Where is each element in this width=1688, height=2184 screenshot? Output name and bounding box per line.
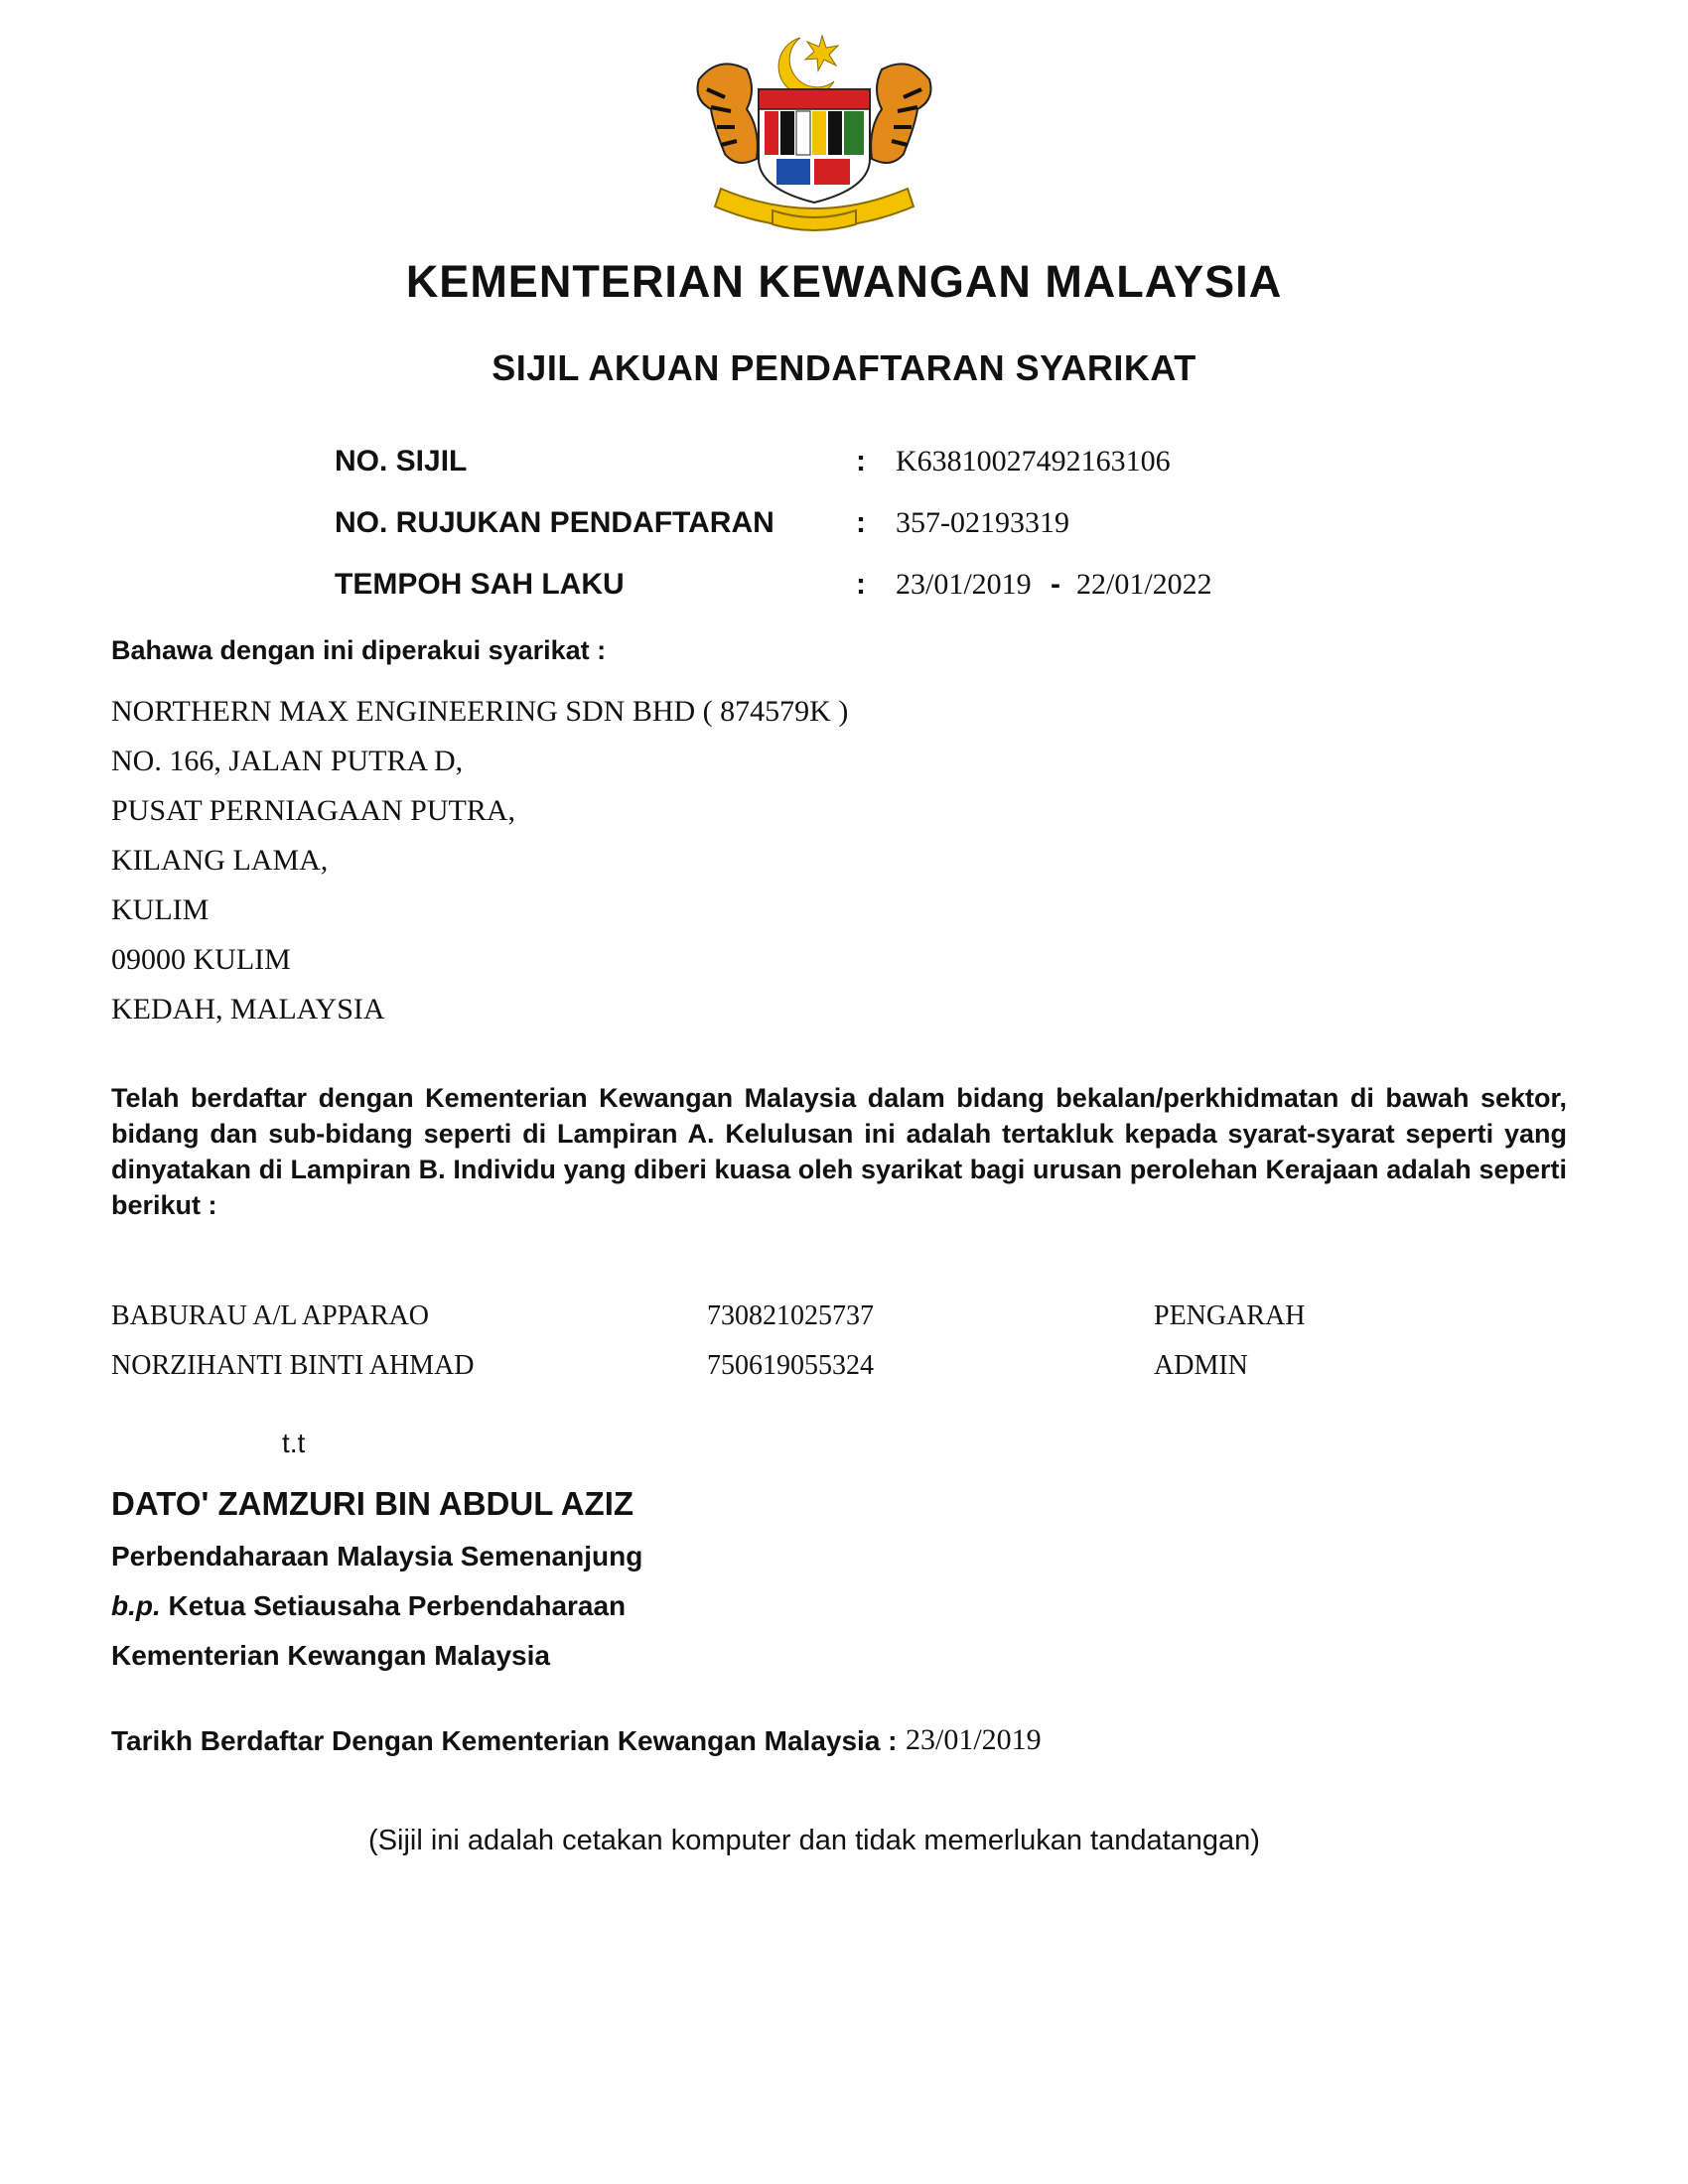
field-label-no-sijil: NO. SIJIL xyxy=(335,445,468,478)
field-value-tempoh-from: 23/01/2019 xyxy=(896,568,1032,601)
address-line: KEDAH, MALAYSIA xyxy=(111,993,385,1025)
field-colon: : xyxy=(856,506,866,539)
address-line: PUSAT PERNIAGAAN PUTRA, xyxy=(111,794,516,827)
registration-date-value: 23/01/2019 xyxy=(906,1723,1042,1756)
field-value-tempoh-to: 22/01/2022 xyxy=(1076,568,1212,601)
malaysia-coat-of-arms-icon xyxy=(681,20,947,238)
field-value-no-rujukan: 357-02193319 xyxy=(896,506,1069,539)
address-line: 09000 KULIM xyxy=(111,943,291,976)
date-range-separator: - xyxy=(1051,568,1060,601)
address-line: NO. 166, JALAN PUTRA D, xyxy=(111,745,464,777)
registration-paragraph: Telah berdaftar dengan Kementerian Kewangan Malaysia dalam bidang bekalan/perkhidmatan di bawah sektor, bidang dan sub-bidang seperti di Lampiran A. Kelulusan ini adalah tertakluk kepada syarat-syarat seperti yang dinyatakan di Lampiran B. Individu yang diberi kuasa oleh syarikat bagi urusan perolehan Kerajaan adalah seperti berikut : xyxy=(111,1083,1567,1220)
signatory-line: Kementerian Kewangan Malaysia xyxy=(111,1640,550,1671)
certificate-title: SIJIL AKUAN PENDAFTARAN SYARIKAT xyxy=(492,347,1196,388)
bp-prefix: b.p. xyxy=(111,1590,161,1621)
tt-mark: t.t xyxy=(282,1428,306,1458)
signatory-line xyxy=(111,1590,626,1622)
person-role: PENGARAH xyxy=(1154,1300,1306,1331)
field-label-tempoh: TEMPOH SAH LAKU xyxy=(335,568,625,601)
footer-note: (Sijil ini adalah cetakan komputer dan tidak memerlukan tandatangan) xyxy=(368,1825,1260,1856)
signatory-line: Perbendaharaan Malaysia Semenanjung xyxy=(111,1541,643,1571)
company-name: NORTHERN MAX ENGINEERING SDN BHD ( 874579K ) xyxy=(111,695,849,728)
person-name: BABURAU A/L APPARAO xyxy=(111,1300,430,1331)
intro-text: Bahawa dengan ini diperakui syarikat : xyxy=(111,635,607,665)
registration-date-label: Tarikh Berdaftar Dengan Kementerian Kewangan Malaysia : xyxy=(111,1725,898,1756)
field-colon: : xyxy=(856,568,866,601)
person-id: 730821025737 xyxy=(707,1300,874,1331)
address-line: KILANG LAMA, xyxy=(111,844,329,877)
person-name: NORZIHANTI BINTI AHMAD xyxy=(111,1350,475,1381)
person-id: 750619055324 xyxy=(707,1350,874,1381)
ministry-title: KEMENTERIAN KEWANGAN MALAYSIA xyxy=(405,256,1283,307)
person-role: ADMIN xyxy=(1154,1350,1248,1381)
field-value-no-sijil: K63810027492163106 xyxy=(896,445,1171,478)
signatory-name: DATO' ZAMZURI BIN ABDUL AZIZ xyxy=(111,1485,634,1522)
signatory-title: Ketua Setiausaha Perbendaharaan xyxy=(160,1590,627,1621)
field-label-no-rujukan: NO. RUJUKAN PENDAFTARAN xyxy=(335,506,774,539)
field-colon: : xyxy=(856,445,866,478)
address-line: KULIM xyxy=(111,893,210,926)
